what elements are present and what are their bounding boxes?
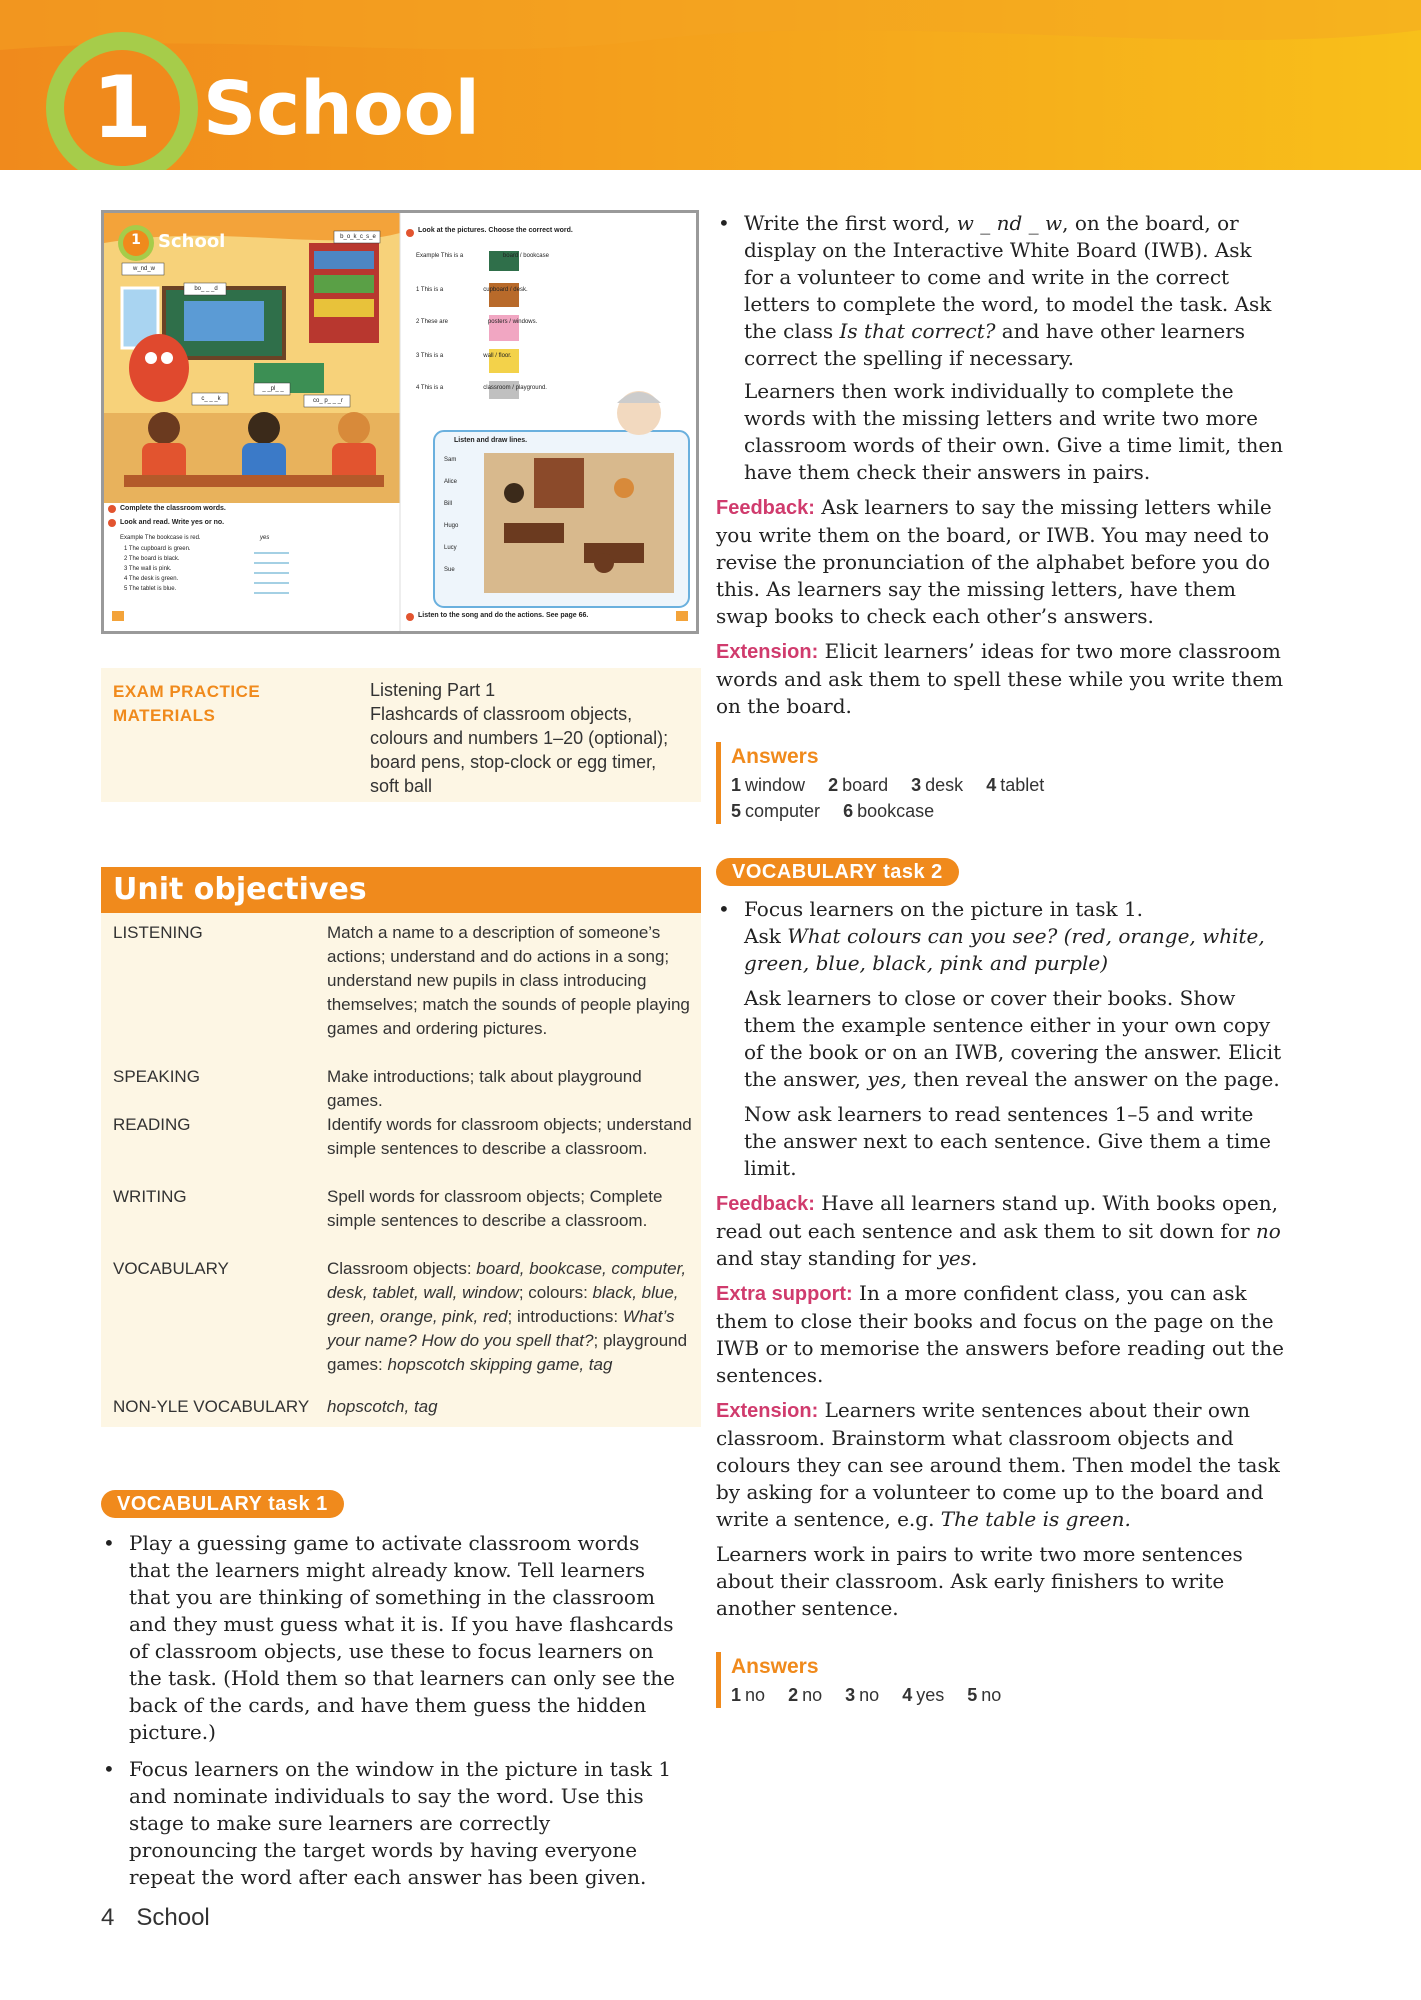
- thumb-item-num: 4: [416, 385, 420, 391]
- answer-text: window: [745, 775, 806, 795]
- thumb-listen-title: Listen and draw lines.: [454, 437, 528, 444]
- answer-item: [843, 801, 934, 821]
- materials-line: soft ball: [370, 776, 433, 796]
- materials-line: Listening Part 1: [370, 680, 496, 700]
- text: In a more confident class, you can ask them to close their books and focus on the page on the IWB or to memorise the answers before reading out the sentences.: [716, 1281, 1284, 1387]
- right-column: [716, 210, 1286, 1708]
- thumb-word-label-1: b_o_k_c_s_e: [340, 234, 376, 240]
- materials-line: Flashcards of classroom objects,: [370, 704, 633, 724]
- thumb-complete-words: Complete the classroom words.: [120, 505, 226, 512]
- answer-item: [845, 1685, 879, 1705]
- answers-line: [731, 798, 1286, 824]
- extension-paragraph: [716, 1397, 1286, 1533]
- thumb-name-3: Bill: [444, 501, 453, 507]
- feedback-label: Feedback:: [716, 1193, 815, 1215]
- answer-word: no: [1255, 1219, 1281, 1243]
- answer-text: yes: [916, 1685, 945, 1705]
- materials-line: board pens, stop-clock or egg timer,: [370, 752, 657, 772]
- student-book-thumbnail: [101, 210, 699, 634]
- thumb-name-5: Lucy: [444, 545, 457, 551]
- thumb-item-answer: cupboard / desk.: [483, 287, 528, 293]
- thumb-name-1: Sam: [444, 457, 457, 463]
- text: then reveal the answer on the page.: [906, 1067, 1280, 1091]
- instruction-paragraph: [716, 923, 1286, 977]
- thumb-example: [416, 253, 549, 259]
- objective-key: READING: [113, 1115, 191, 1134]
- thumb-word-label-5: _ _pl_ _: [262, 386, 284, 392]
- question: Is that correct?: [839, 319, 996, 343]
- answer-text: tablet: [1000, 775, 1045, 795]
- thumb-item-4: [416, 385, 547, 391]
- answer-item: [731, 1685, 765, 1705]
- objectives-title: Unit objectives: [101, 867, 701, 913]
- answer-number: 4: [986, 775, 997, 795]
- instruction-bullet: • Focus learners on the picture in task 1.: [716, 896, 1286, 923]
- page-number: 4: [101, 1904, 115, 1931]
- objective-text: ; playground games:: [327, 1331, 688, 1374]
- text: Have all learners stand up. With books open, read out each sentence and ask them to sit down for: [716, 1191, 1278, 1243]
- objective-key: VOCABULARY: [113, 1259, 229, 1278]
- objective-words: black, blue, green, orange, pink, red: [327, 1283, 679, 1326]
- answer-number: 5: [967, 1685, 978, 1705]
- thumb-item-answer: wall / floor.: [483, 353, 512, 359]
- vocab-task2-label: VOCABULARY task 2: [716, 858, 959, 886]
- objective-key: SPEAKING: [113, 1067, 200, 1086]
- answer-number: 1: [731, 775, 742, 795]
- answers-title: Answers: [731, 1655, 819, 1678]
- text: Ask learners to close or cover their books. Show them the example sentence either in your own copy of the book or on an IWB, covering the answer. Elicit the answer,: [744, 986, 1282, 1091]
- text: Learners write sentences about their own classroom. Brainstorm what classroom objects and colours they can see around them. Then model the task by asking for a volunteer to come up to the board and write a sentence, e.g.: [716, 1398, 1280, 1531]
- answer-item: [828, 775, 888, 795]
- objective-value: Make introductions; talk about playground games.: [327, 1067, 642, 1110]
- objective-text: ; colours:: [518, 1283, 593, 1302]
- answer-text: no: [802, 1685, 823, 1705]
- thumb-example-yes: yes: [260, 535, 270, 541]
- materials-box: [101, 668, 701, 802]
- thumb-item-num: 3: [416, 353, 420, 359]
- page-footer: [101, 1904, 210, 1932]
- vocab-task1-body: [101, 1530, 676, 1891]
- thumb-item-num: 2: [416, 319, 420, 325]
- objective-value: Identify words for classroom objects; understand simple sentences to describe a classroom.: [327, 1115, 692, 1158]
- answer-item: [731, 775, 805, 795]
- vocab-task1-bullet: • Focus learners on the window in the picture in task 1 and nominate individuals to say the word. Use this stage to make sure learners are correctly pronouncing the target words by having everyone repeat the word after each answer has been given.: [101, 1756, 676, 1891]
- thumb-item-text: This is a: [420, 287, 444, 293]
- materials-label-line: MATERIALS: [113, 706, 216, 725]
- thumb-item-num: 1: [416, 287, 420, 293]
- thumb-word-label-6: co_ p_ _ _r: [312, 398, 344, 404]
- objective-key: WRITING: [113, 1187, 187, 1206]
- objective-value: Spell words for classroom objects; Complete simple sentences to describe a classroom.: [327, 1187, 663, 1230]
- answers-line: [731, 772, 1286, 798]
- extension-paragraph: [716, 638, 1286, 720]
- answer-item: [911, 775, 963, 795]
- answer-number: 2: [788, 1685, 799, 1705]
- example-sentence: The table is green.: [940, 1507, 1131, 1531]
- thumb-task1-instruction: Look at the pictures. Choose the correct word.: [418, 227, 573, 234]
- objective-text: ; introductions:: [507, 1307, 623, 1326]
- footer-title: School: [136, 1904, 210, 1931]
- text: Elicit learners’ ideas for two more classroom words and ask them to spell these while you write them on the board.: [716, 639, 1284, 718]
- thumb-sentence-ex: Example The bookcase is red.: [120, 535, 201, 541]
- instruction-bullet: [716, 210, 1286, 372]
- thumb-item-text: These are: [420, 319, 448, 325]
- thumb-name-4: Hugo: [444, 523, 459, 529]
- vocab-task2-body: [716, 896, 1286, 1622]
- objective-value: [327, 1257, 692, 1377]
- thumb-item-3: [416, 353, 512, 359]
- objective-key: NON-YLE VOCABULARY: [113, 1397, 310, 1416]
- objective-text: Classroom objects:: [327, 1259, 477, 1278]
- objective-words: What’s your name? How do you spell that?: [327, 1307, 675, 1350]
- thumb-unit-title: School: [158, 231, 226, 252]
- text: Write the first word,: [744, 211, 957, 235]
- answer-text: bookcase: [857, 801, 935, 821]
- answer-number: 1: [731, 1685, 742, 1705]
- answer-number: 3: [845, 1685, 856, 1705]
- thumb-word-label-3: bo_ _ _d: [194, 286, 218, 292]
- thumb-example-text: Example This is a: [416, 253, 464, 259]
- thumb-sentence-1: 1 The cupboard is green.: [124, 546, 191, 552]
- feedback-paragraph: [716, 1190, 1286, 1272]
- thumb-item-text: This is a: [420, 385, 444, 391]
- thumb-example-answer: board / bookcase: [502, 253, 549, 259]
- answer-item: [788, 1685, 822, 1705]
- vocab-task1-continued: [716, 210, 1286, 720]
- answer-number: 5: [731, 801, 742, 821]
- thumb-sentence-3: 3 The wall is pink.: [124, 566, 172, 572]
- thumb-unit-number: 1: [131, 232, 141, 248]
- answer-item: [986, 775, 1044, 795]
- objective-key: LISTENING: [113, 923, 203, 942]
- answer-text: no: [859, 1685, 880, 1705]
- thumb-name-2: Alice: [444, 479, 458, 485]
- answers-box-2: [716, 1652, 1286, 1708]
- text: Ask learners to say the missing letters while you write them on the board, or IWB. You may need to revise the pronunciation of the alphabet before you do this. As learners say the missing letters, have them swap books to check each other’s answers.: [716, 495, 1272, 628]
- materials-list: [370, 678, 690, 798]
- answer-text: no: [981, 1685, 1002, 1705]
- answer-word: yes,: [867, 1067, 907, 1091]
- unit-title: School: [203, 66, 480, 152]
- thumb-song: Listen to the song and do the actions. See page 66.: [418, 612, 589, 619]
- thumb-item-2: [416, 319, 537, 325]
- answer-number: 6: [843, 801, 854, 821]
- closing-paragraph: Learners work in pairs to write two more sentences about their classroom. Ask early finishers to write another sentence.: [716, 1542, 1243, 1620]
- thumb-word-label-4: c_ _ _k: [201, 396, 221, 402]
- text: and have other learners correct the spelling if necessary.: [744, 319, 1246, 370]
- vocab-task1-bullet: • Play a guessing game to activate classroom words that the learners might already know. Tell learners that you are thinking of something in the classroom and they must guess what it is. If you have flashcards of classroom objects, use these to focus learners on the task. (Hold them so that learners can only see the back of the cards, and have them guess the hidden picture.): [101, 1530, 676, 1746]
- objective-words: board, bookcase, computer, desk, tablet, wall, window: [327, 1259, 687, 1302]
- materials-label-line: EXAM PRACTICE: [113, 682, 261, 701]
- answer-text: board: [842, 775, 889, 795]
- answer-item: [967, 1685, 1001, 1705]
- page-header: [0, 0, 1421, 170]
- thumb-word-label-2: w_nd_w: [132, 266, 155, 272]
- thumb-sentence-2: 2 The board is black.: [124, 556, 180, 562]
- thumb-name-6: Sue: [444, 567, 455, 573]
- thumb-item-answer: classroom / playground.: [483, 385, 547, 391]
- answer-number: 4: [902, 1685, 913, 1705]
- text: Ask: [744, 924, 788, 948]
- answer-item: [731, 801, 820, 821]
- objective-words: hopscotch skipping game, tag: [387, 1355, 613, 1374]
- answer-number: 2: [828, 775, 839, 795]
- thumb-item-1: [416, 287, 528, 293]
- answer-text: desk: [925, 775, 964, 795]
- thumb-sentence-4: 4 The desk is green.: [124, 576, 179, 582]
- objective-value: [327, 1395, 692, 1419]
- answer-item: [902, 1685, 944, 1705]
- answer-text: no: [745, 1685, 766, 1705]
- extra-support-paragraph: [716, 1280, 1286, 1389]
- extra-support-label: Extra support:: [716, 1283, 853, 1305]
- objective-words: hopscotch, tag: [327, 1397, 438, 1416]
- thumb-item-answer: posters / windows.: [487, 319, 538, 325]
- question: What colours can you see? (red, orange, white, green, blue, black, pink and purple): [744, 924, 1265, 975]
- materials-line: colours and numbers 1–20 (optional);: [370, 728, 669, 748]
- feedback-paragraph: [716, 494, 1286, 630]
- thumb-look-read: Look and read. Write yes or no.: [120, 519, 225, 526]
- instruction-paragraph: [716, 985, 1286, 1093]
- thumb-sentence-5: 5 The tablet is blue.: [124, 586, 177, 592]
- text: and stay standing for: [716, 1246, 938, 1270]
- unit-objectives: [101, 867, 701, 1427]
- thumb-item-text: This is a: [420, 353, 444, 359]
- vocab-task2-section: [716, 858, 1286, 1622]
- answer-word: yes.: [937, 1246, 978, 1270]
- vocab-task1-section: [101, 1490, 676, 1901]
- answers-box-1: [716, 742, 1286, 824]
- instruction-paragraph: Learners then work individually to complete the words with the missing letters and write two more classroom words of their own. Give a time limit, then have them check their answers in pairs.: [744, 379, 1284, 484]
- vocab-task1-label: VOCABULARY task 1: [101, 1490, 344, 1518]
- answers-line: [731, 1682, 1286, 1708]
- unit-number: 1: [92, 58, 152, 158]
- extension-label: Extension:: [716, 1400, 819, 1422]
- extension-label: Extension:: [716, 641, 819, 663]
- objective-value: Match a name to a description of someone’s actions; understand and do actions in a song; understand new pupils in class introducing themselves; match the sounds of people playing games and ordering pictures.: [327, 923, 690, 1038]
- answers-title: Answers: [731, 745, 819, 768]
- answer-number: 3: [911, 775, 922, 795]
- materials-label: [113, 680, 333, 728]
- feedback-label: Feedback:: [716, 497, 815, 519]
- target-word: w _ nd _ w: [956, 211, 1063, 235]
- instruction-paragraph: Now ask learners to read sentences 1–5 and write the answer next to each sentence. Give them a time limit.: [744, 1102, 1272, 1180]
- text: , on the board, or display on the Interactive White Board (IWB). Ask for a volunteer to come and write in the correct letters to complete the word, to model the task. Ask the class: [744, 211, 1272, 343]
- answer-text: computer: [745, 801, 821, 821]
- thumbnail-illustration: [104, 213, 696, 631]
